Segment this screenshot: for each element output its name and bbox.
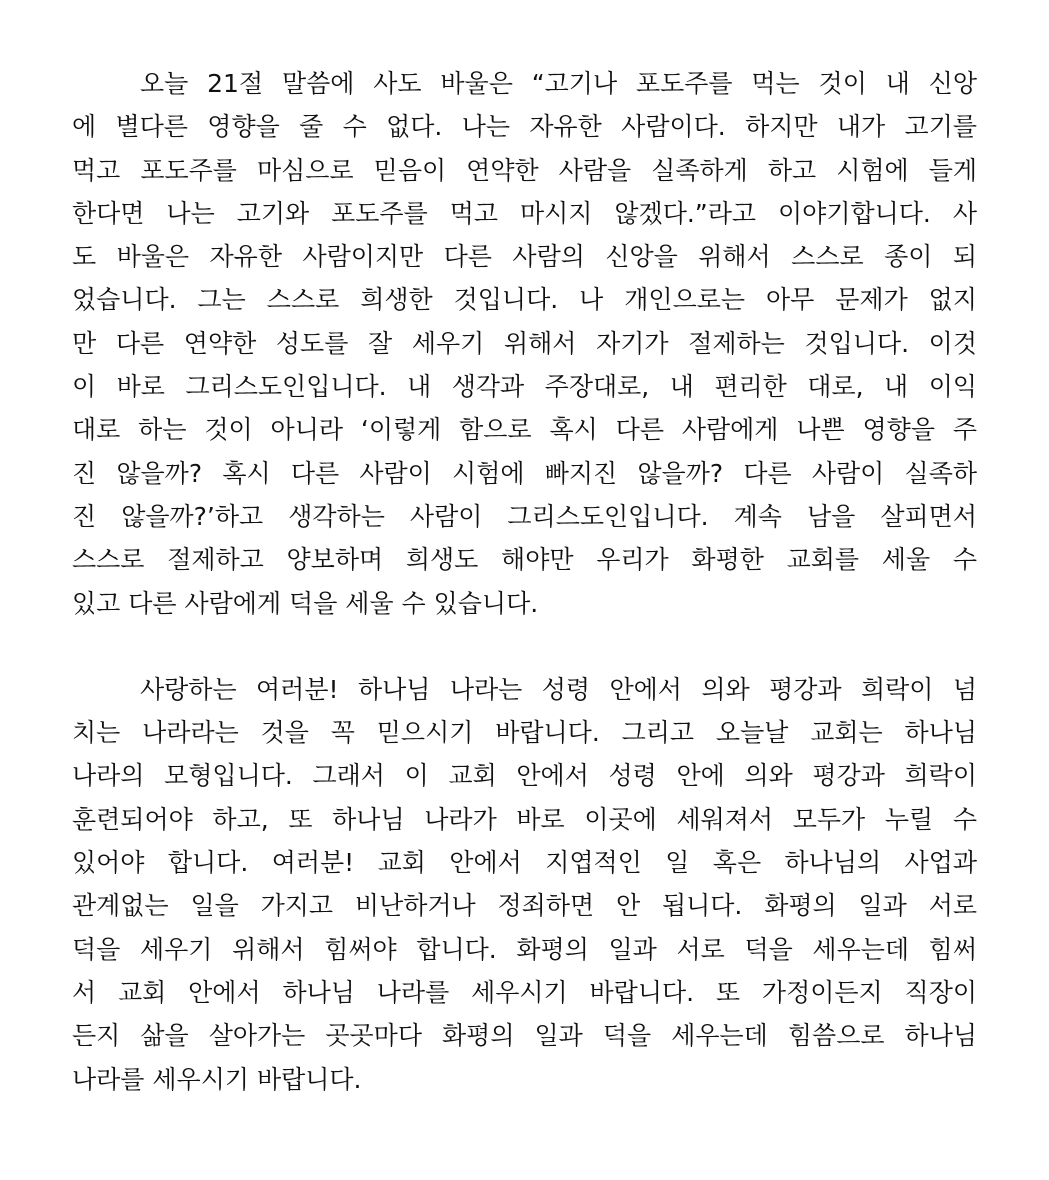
text-line: 든지 삶을 살아가는 곳곳마다 화평의 일과 덕을 세우는데 힘씀으로 하나님 — [72, 1021, 977, 1051]
text-line: 진 않을까?’하고 생각하는 사람이 그리스도인입니다. 계속 남을 살피면서 — [72, 501, 977, 531]
text-line: 덕을 세우기 위해서 힘써야 합니다. 화평의 일과 서로 덕을 세우는데 힘써 — [72, 934, 977, 964]
text-line: 있어야 합니다. 여러분! 교회 안에서 지엽적인 일 혹은 하나님의 사업과 — [72, 848, 977, 878]
text-line: 한다면 나는 고기와 포도주를 먹고 마시지 않겠다.”라고 이야기합니다. 사 — [72, 198, 977, 228]
text-line: 대로 하는 것이 아니라 ‘이렇게 함으로 혹시 다른 사람에게 나쁜 영향을 주 — [72, 415, 977, 445]
text-line: 사랑하는 여러분! 하나님 나라는 성령 안에서 의와 평강과 희락이 넘 — [140, 674, 977, 704]
document-page — [72, 62, 977, 1101]
text-line: 이 바로 그리스도인입니다. 내 생각과 주장대로, 내 편리한 대로, 내 이익 — [72, 372, 977, 402]
text-line: 관계없는 일을 가지고 비난하거나 정죄하면 안 됩니다. 화평의 일과 서로 — [72, 891, 977, 921]
text-line: 나라를 세우시기 바랍니다. — [72, 1064, 362, 1094]
text-line: 오늘 21절 말씀에 사도 바울은 “고기나 포도주를 먹는 것이 내 신앙 — [140, 69, 977, 98]
text-line: 에 별다른 영향을 줄 수 없다. 나는 자유한 사람이다. 하지만 내가 고기를 — [72, 112, 977, 142]
text-line: 만 다른 연약한 성도를 잘 세우기 위해서 자기가 절제하는 것입니다. 이것 — [72, 328, 977, 358]
text-line: 서 교회 안에서 하나님 나라를 세우시기 바랍니다. 또 가정이든지 직장이 — [72, 977, 977, 1007]
text-line: 있고 다른 사람에게 덕을 세울 수 있습니다. — [72, 588, 539, 618]
text-line: 훈련되어야 하고, 또 하나님 나라가 바로 이곳에 세워져서 모두가 누릴 수 — [72, 804, 977, 834]
text-line: 도 바울은 자유한 사람이지만 다른 사람의 신앙을 위해서 스스로 종이 되 — [72, 242, 977, 272]
text-line: 먹고 포도주를 마심으로 믿음이 연약한 사람을 실족하게 하고 시험에 들게 — [72, 155, 977, 185]
text-line: 스스로 절제하고 양보하며 희생도 해야만 우리가 화평한 교회를 세울 수 — [72, 545, 977, 575]
text-line: 나라의 모형입니다. 그래서 이 교회 안에서 성령 안에 의와 평강과 희락이 — [72, 761, 977, 791]
text-line: 치는 나라라는 것을 꼭 믿으시기 바랍니다. 그리고 오늘날 교회는 하나님 — [72, 718, 977, 748]
paragraph-spacer — [72, 625, 977, 668]
paragraph-1 — [72, 62, 977, 625]
text-line: 었습니다. 그는 스스로 희생한 것입니다. 나 개인으로는 아무 문제가 없지 — [72, 285, 977, 315]
paragraph-2 — [72, 668, 977, 1101]
text-line: 진 않을까? 혹시 다른 사람이 시험에 빠지진 않을까? 다른 사람이 실족하 — [72, 458, 977, 488]
